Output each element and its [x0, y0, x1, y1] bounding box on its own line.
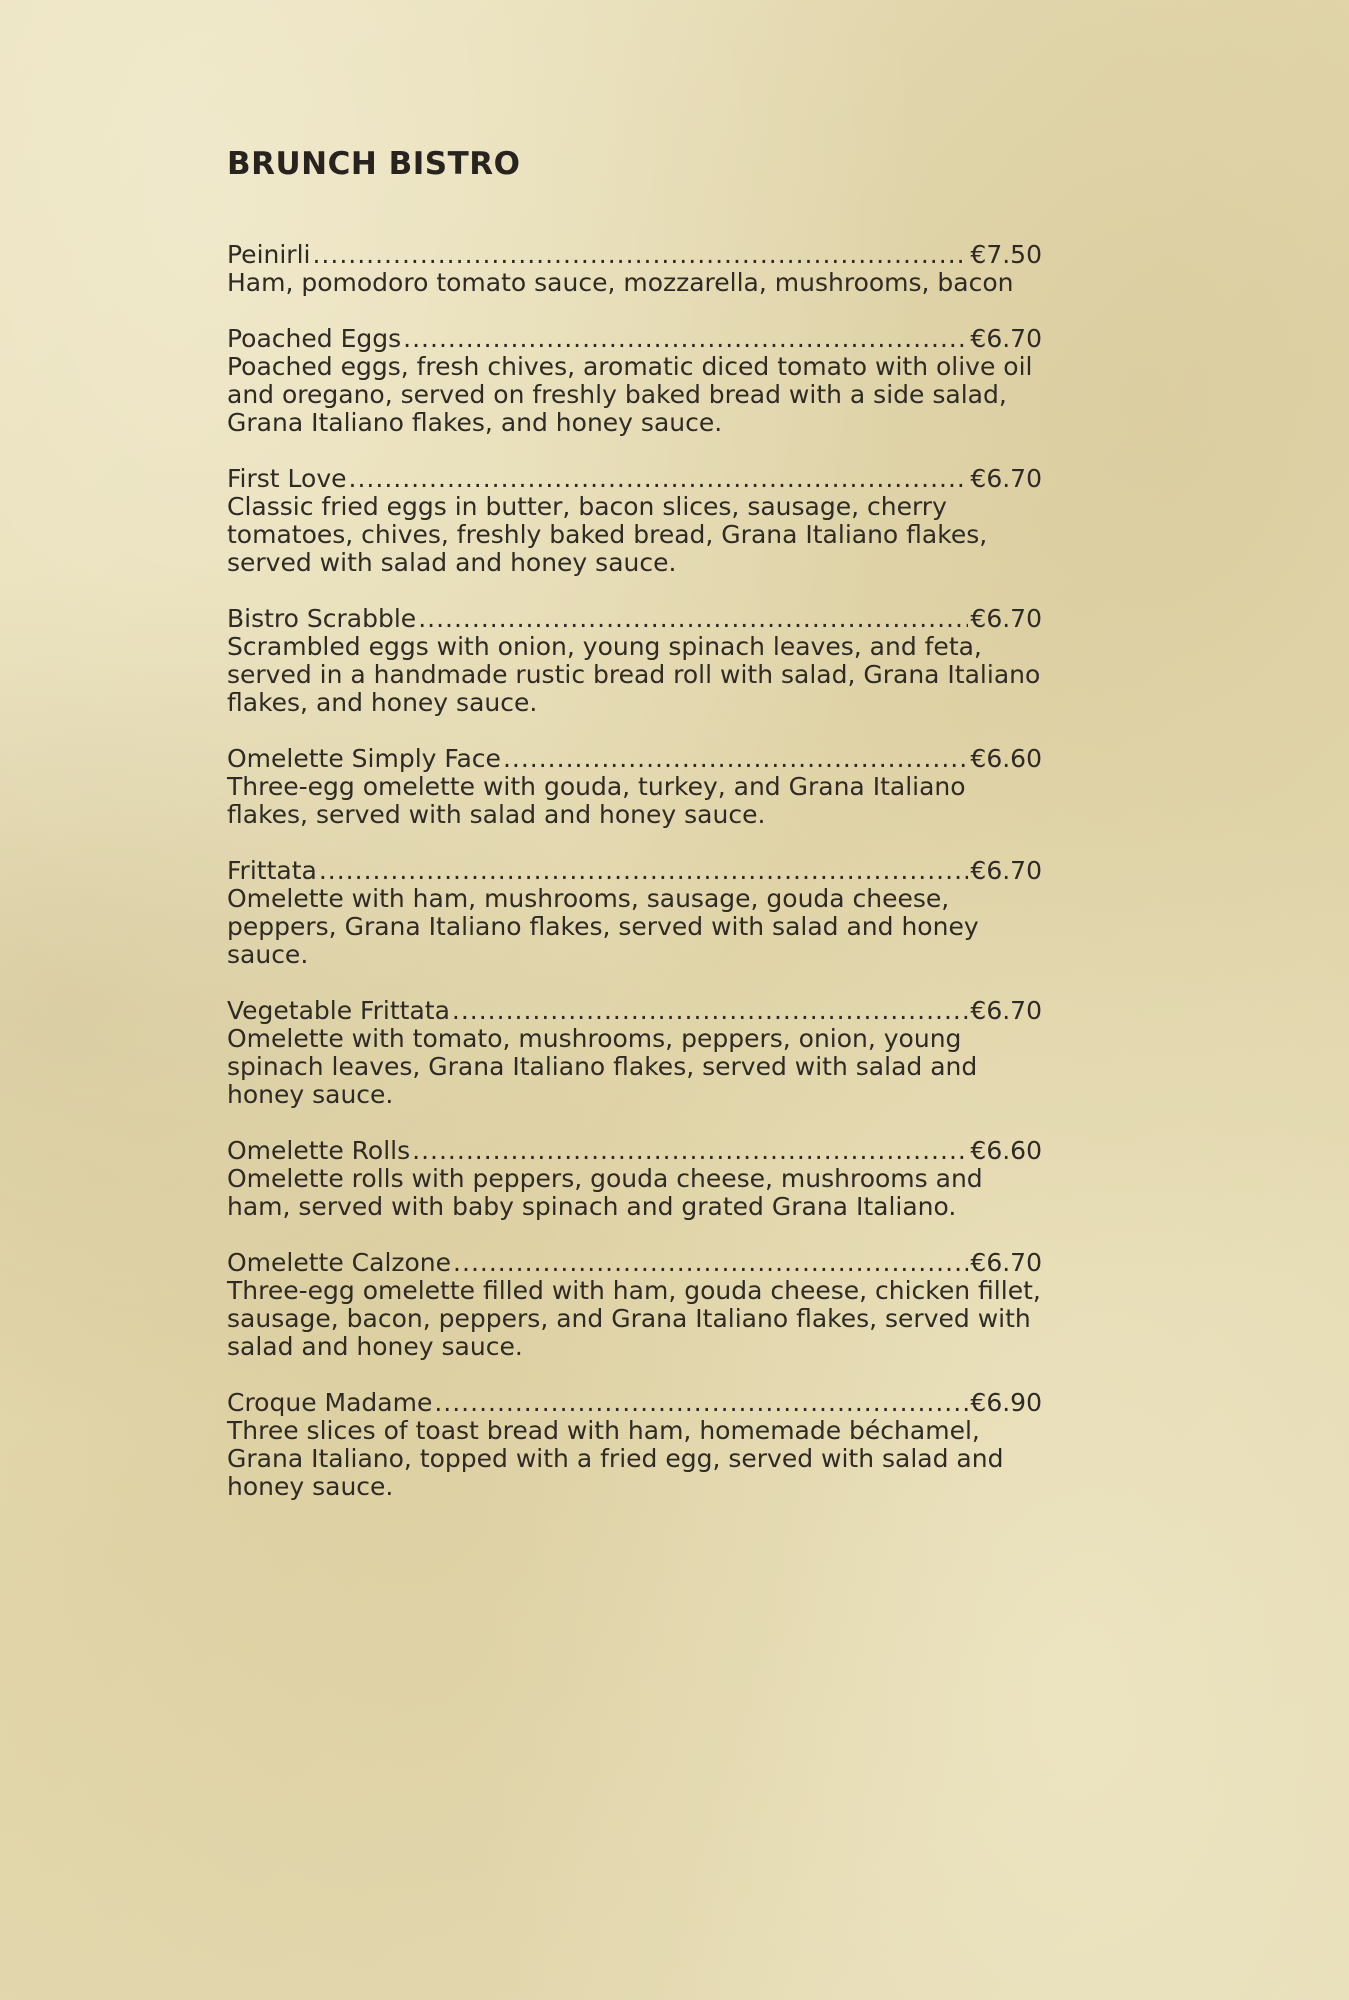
menu-item-name: Frittata [227, 856, 317, 885]
menu-item-name: Omelette Rolls [227, 1136, 411, 1165]
dot-leader [349, 465, 969, 493]
menu-item-description: Poached eggs, fresh chives, aromatic diced tomato with olive oil and oregano, served on freshly baked bread with a side salad, Grana Italiano flakes, and honey sauce. [227, 352, 1033, 437]
menu-item-header [227, 1137, 1042, 1165]
dot-leader [503, 745, 968, 773]
menu-item-description: Ham, pomodoro tomato sauce, mozzarella, mushrooms, bacon [227, 268, 1014, 297]
menu-item-peinirli [227, 241, 1042, 297]
menu-item-name: Omelette Simply Face [227, 744, 501, 773]
menu-item-name: Vegetable Frittata [227, 996, 450, 1025]
dot-leader [453, 1249, 968, 1277]
menu-item-price: €6.70 [970, 324, 1042, 353]
dot-leader [418, 605, 968, 633]
menu-item-omelette-calzone [227, 1249, 1042, 1361]
menu-item-description: Classic fried eggs in butter, bacon slices, sausage, cherry tomatoes, chives, freshly baked bread, Grana Italiano flakes, served with salad and honey sauce. [227, 492, 988, 577]
menu-item-price: €6.90 [970, 1388, 1042, 1417]
menu-item-description: Omelette rolls with peppers, gouda cheese, mushrooms and ham, served with baby spinach and grated Grana Italiano. [227, 1164, 983, 1221]
menu-item-header [227, 465, 1042, 493]
menu-item-description: Omelette with tomato, mushrooms, peppers, onion, young spinach leaves, Grana Italiano flakes, served with salad and honey sauce. [227, 1024, 978, 1109]
menu-item-bistro-scrabble [227, 605, 1042, 717]
menu-item-price: €6.70 [970, 856, 1042, 885]
menu-item-price: €6.70 [970, 464, 1042, 493]
menu-item-description: Three-egg omelette filled with ham, gouda cheese, chicken fillet, sausage, bacon, peppers, and Grana Italiano flakes, served with salad and honey sauce. [227, 1276, 1041, 1361]
menu-item-price: €6.70 [970, 1248, 1042, 1277]
menu-item-header [227, 997, 1042, 1025]
menu-item-header [227, 325, 1042, 353]
menu-item-description: Three slices of toast bread with ham, homemade béchamel, Grana Italiano, topped with a fried egg, served with salad and honey sauce. [227, 1416, 1004, 1501]
menu-item-name: Bistro Scrabble [227, 604, 417, 633]
menu-item-description: Three-egg omelette with gouda, turkey, and Grana Italiano flakes, served with salad and honey sauce. [227, 772, 966, 829]
menu-item-description: Scrambled eggs with onion, young spinach leaves, and feta, served in a handmade rustic bread roll with salad, Grana Italiano flakes, and honey sauce. [227, 632, 1041, 717]
menu-item-name: Poached Eggs [227, 324, 402, 353]
dot-leader [319, 857, 969, 885]
menu-item-vegetable-frittata [227, 997, 1042, 1109]
menu-item-header [227, 745, 1042, 773]
dot-leader [312, 241, 968, 269]
menu-item-price: €7.50 [970, 240, 1042, 269]
menu-item-header [227, 241, 1042, 269]
menu-item-name: Peinirli [227, 240, 311, 269]
menu-item-first-love [227, 465, 1042, 577]
menu-section [227, 140, 1042, 1529]
menu-item-name: First Love [227, 464, 347, 493]
menu-item-price: €6.70 [970, 604, 1042, 633]
menu-item-omelette-simply-face [227, 745, 1042, 829]
menu-item-name: Croque Madame [227, 1388, 433, 1417]
menu-item-omelette-rolls [227, 1137, 1042, 1221]
menu-item-name: Omelette Calzone [227, 1248, 452, 1277]
menu-item-price: €6.60 [970, 744, 1042, 773]
menu-item-description: Omelette with ham, mushrooms, sausage, gouda cheese, peppers, Grana Italiano flakes, served with salad and honey sauce. [227, 884, 979, 969]
menu-item-header [227, 605, 1042, 633]
menu-item-croque-madame [227, 1389, 1042, 1501]
menu-title: BRUNCH BISTRO [227, 146, 521, 182]
menu-item-poached-eggs [227, 325, 1042, 437]
menu-item-price: €6.60 [970, 1136, 1042, 1165]
menu-item-header [227, 1389, 1042, 1417]
dot-leader [412, 1137, 968, 1165]
dot-leader [403, 325, 968, 353]
menu-item-header [227, 857, 1042, 885]
dot-leader [452, 997, 969, 1025]
menu-item-header [227, 1249, 1042, 1277]
dot-leader [434, 1389, 968, 1417]
menu-item-price: €6.70 [970, 996, 1042, 1025]
menu-item-frittata [227, 857, 1042, 969]
